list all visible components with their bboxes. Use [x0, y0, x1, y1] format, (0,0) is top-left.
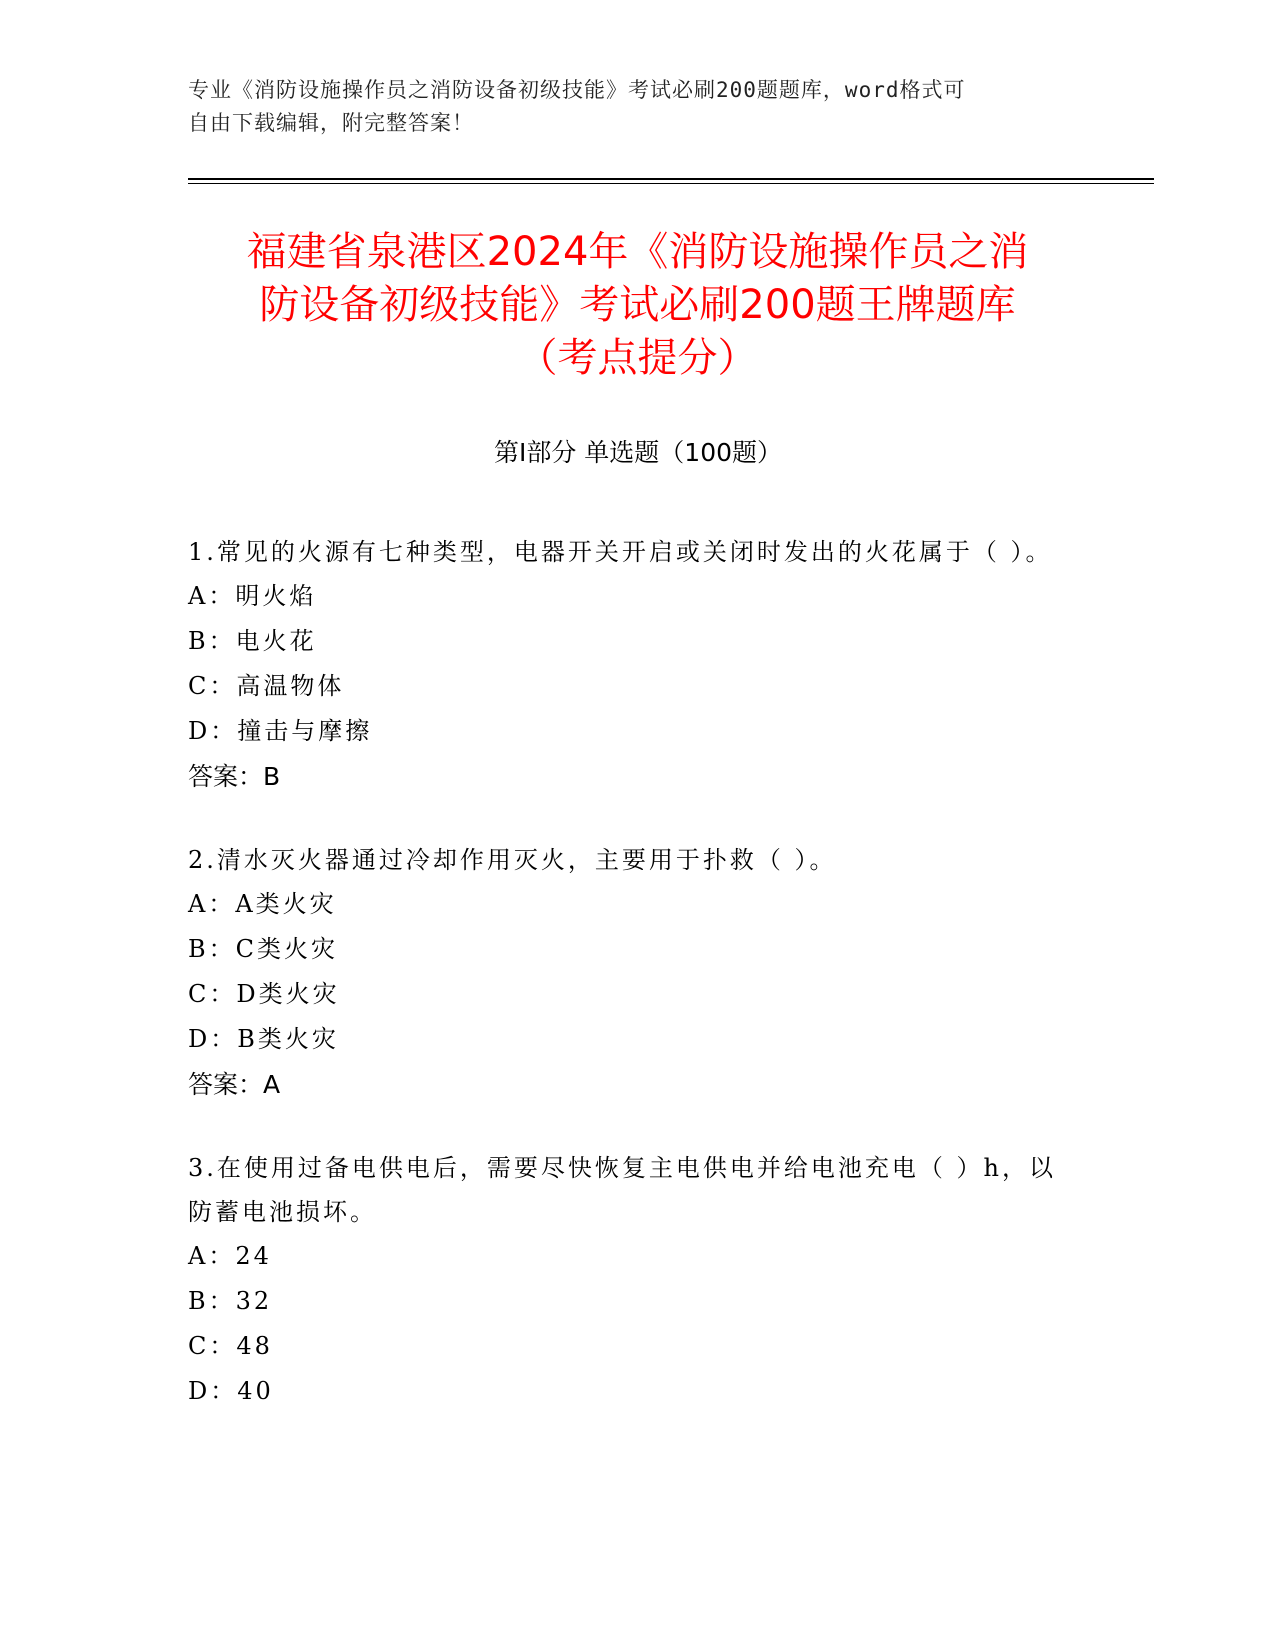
header-note — [188, 74, 1068, 140]
option-b: B：电火花 — [188, 627, 317, 655]
document-title-line-1: 福建省泉港区2024年《消防设施操作员之消 — [246, 229, 1029, 275]
answer: 答案：B — [188, 762, 281, 791]
option-c: C：48 — [188, 1332, 273, 1360]
question-2 — [188, 838, 1068, 1108]
option-c: C：高温物体 — [188, 672, 345, 700]
question-text: 3.在使用过备电供电后，需要尽快恢复主电供电并给电池充电（ ）h，以防蓄电池损坏。 — [188, 1154, 1056, 1226]
answer: 答案：A — [188, 1070, 281, 1099]
option-d: D：撞击与摩擦 — [188, 717, 373, 745]
header-rule-thick — [188, 178, 1154, 180]
document-title — [160, 226, 1115, 385]
header-rule-thin — [188, 183, 1154, 184]
option-a: A：明火焰 — [188, 582, 317, 610]
header-note-line-2: 自由下载编辑，附完整答案！ — [188, 111, 474, 135]
document-title-line-3: （考点提分） — [517, 335, 758, 381]
option-b: B：32 — [188, 1287, 273, 1315]
question-text: 1.常见的火源有七种类型，电器开关开启或关闭时发出的火花属于（ ）。 — [188, 538, 1053, 566]
option-a: A：24 — [188, 1242, 272, 1270]
option-d: D：40 — [188, 1377, 274, 1405]
option-c: C：D类火灾 — [188, 980, 340, 1008]
question-list — [188, 530, 1068, 1452]
option-a: A：A类火灾 — [188, 890, 337, 918]
question-3 — [188, 1146, 1068, 1414]
option-b: B：C类火灾 — [188, 935, 338, 963]
option-d: D：B类火灾 — [188, 1025, 339, 1053]
section-heading: 第I部分 单选题（100题） — [493, 438, 783, 467]
document-title-line-2: 防设备初级技能》考试必刷200题王牌题库 — [259, 282, 1016, 328]
header-note-line-1: 专业《消防设施操作员之消防设备初级技能》考试必刷200题题库，word格式可 — [188, 78, 966, 102]
question-1 — [188, 530, 1068, 800]
question-text: 2.清水灭火器通过冷却作用灭火，主要用于扑救（ ）。 — [188, 846, 837, 874]
